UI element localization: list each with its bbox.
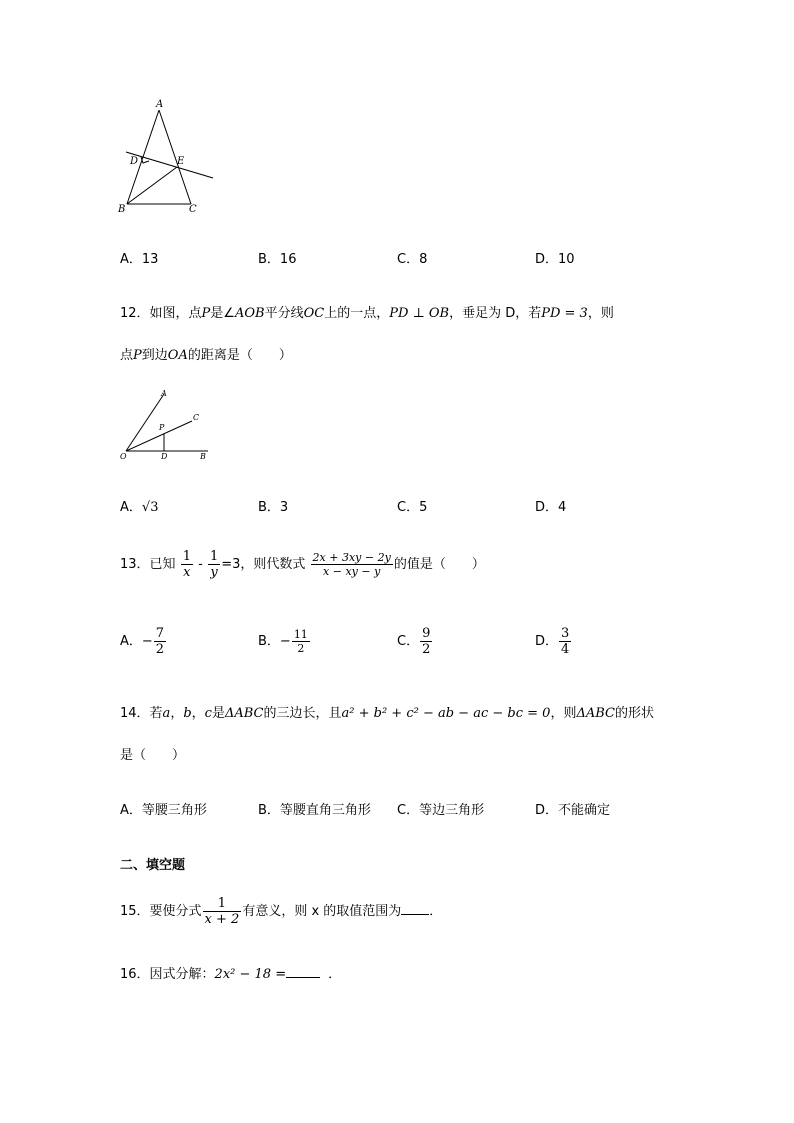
fraction-numerator: 11: [293, 628, 308, 641]
q13-option-a[interactable]: [120, 626, 167, 657]
label-c: C: [193, 413, 200, 422]
q14-var-c: c: [204, 706, 212, 721]
line-be: [127, 167, 177, 204]
q13-option-d[interactable]: [535, 626, 572, 657]
label-p: P: [159, 423, 165, 432]
q15-question: [120, 896, 442, 927]
q13-fraction-1-over-y: [208, 549, 220, 580]
q13-text: 的值是（ ）: [393, 557, 485, 572]
fraction-denominator: x: [183, 565, 191, 580]
q13-minus: -: [198, 557, 203, 572]
option-fraction: [154, 626, 166, 657]
q14-text: 14．若: [120, 706, 163, 721]
label-b: B: [118, 204, 126, 215]
label-o: O: [120, 452, 127, 461]
angle-bisector-figure-q12: [112, 383, 217, 463]
label-d: D: [130, 156, 139, 167]
q16-text: 16．因式分解：: [120, 967, 215, 982]
q16-text: ．: [328, 967, 342, 982]
q16-text: =: [271, 967, 287, 982]
q15-fraction: [203, 896, 242, 927]
q14-text: ，: [170, 706, 184, 721]
q11-option-c[interactable]: C．8: [397, 252, 428, 267]
q12-option-a[interactable]: [120, 496, 158, 515]
label-b: B: [200, 452, 206, 461]
q14-option-c[interactable]: C．等边三角形: [397, 803, 485, 818]
q14-triangle: ΔABC: [576, 706, 615, 721]
q14-text: 的形状: [614, 706, 654, 721]
label-a: A: [156, 99, 164, 110]
q13-algebraic-fraction: [311, 551, 393, 578]
q12-point-p: P: [133, 348, 142, 363]
q12-ray-oc: OC: [303, 306, 325, 321]
q16-question: [120, 963, 341, 982]
q13-text: =3，则代数式: [221, 557, 306, 572]
q14-text: 是: [211, 706, 225, 721]
fraction-denominator: x + 2: [204, 912, 240, 927]
q12-text: ，则: [587, 306, 614, 321]
q15-text: 15．要使分式: [120, 904, 202, 919]
line-ac: [159, 110, 191, 204]
q11-option-d[interactable]: D．10: [535, 252, 575, 267]
q16-expression: 2x² − 18: [214, 967, 272, 982]
q12-text: 上的一点，: [324, 306, 390, 321]
q14-question-line2: 是（ ）: [120, 748, 186, 763]
label-e: E: [177, 156, 185, 167]
q14-option-a[interactable]: A．等腰三角形: [120, 803, 207, 818]
fraction-numerator: 9: [422, 626, 431, 641]
q14-option-d[interactable]: D．不能确定: [535, 803, 611, 818]
fraction-numerator: 1: [209, 549, 219, 564]
q14-text: ，则: [550, 706, 577, 721]
line-de: [126, 152, 213, 178]
option-label: D．: [535, 634, 559, 649]
q13-fraction-1-over-x: [181, 549, 193, 580]
q13-question: [120, 549, 485, 580]
q12-text: 到边: [141, 348, 168, 363]
fraction-numerator: 2x + 3xy − 2y: [312, 551, 391, 564]
q12-side-oa: OA: [167, 348, 188, 363]
q14-option-b[interactable]: B．等腰直角三角形: [258, 803, 371, 818]
q12-question-line2: [120, 344, 292, 363]
option-fraction: [559, 626, 571, 657]
option-label: A．−: [120, 634, 153, 649]
q12-option-a-value: √3: [141, 500, 159, 515]
fraction-denominator: 2: [297, 642, 305, 655]
q14-text: ，: [191, 706, 205, 721]
q12-option-b[interactable]: B．3: [258, 500, 289, 515]
option-fraction: [292, 628, 310, 655]
fraction-denominator: y: [210, 565, 218, 580]
q14-var-b: b: [183, 706, 192, 721]
q12-text: 12．如图，点: [120, 306, 202, 321]
q14-var-a: a: [162, 706, 171, 721]
triangle-figure-q11: [112, 95, 222, 220]
q14-triangle: ΔABC: [224, 706, 264, 721]
q12-text: 点: [120, 348, 134, 363]
fraction-denominator: 2: [155, 642, 165, 657]
label-d: D: [161, 452, 168, 461]
q11-option-b[interactable]: B．16: [258, 252, 297, 267]
q12-text: 的距离是（ ）: [187, 348, 292, 363]
q12-option-c[interactable]: C．5: [397, 500, 428, 515]
q14-text: 的三边长，且: [263, 706, 342, 721]
section-title: 二、填空题: [120, 858, 186, 873]
fraction-denominator: 4: [561, 642, 570, 657]
q12-text: 平分线: [264, 306, 304, 321]
option-fraction: [420, 626, 432, 657]
q12-text: 是∠: [210, 306, 235, 321]
label-a: A: [161, 389, 167, 398]
q12-pd-value: PD = 3: [541, 306, 588, 321]
fraction-denominator: 2: [422, 642, 431, 657]
q13-option-b[interactable]: [258, 628, 311, 655]
fraction-numerator: 3: [561, 626, 570, 641]
q12-question-line1: [120, 302, 614, 321]
q13-text: 13．已知: [120, 557, 176, 572]
q12-option-a-label: A．: [120, 500, 142, 515]
fraction-numerator: 7: [155, 626, 165, 641]
q12-option-d[interactable]: D．4: [535, 500, 567, 515]
q12-point-p: P: [201, 306, 211, 321]
q13-option-c[interactable]: [397, 626, 433, 657]
fraction-denominator: x − xy − y: [323, 565, 381, 578]
q15-answer-blank[interactable]: [401, 902, 429, 915]
fraction-numerator: 1: [203, 896, 242, 912]
q14-equation: a² + b² + c² − ab − ac − bc = 0: [341, 706, 551, 721]
q15-text: ．: [429, 904, 443, 919]
q16-answer-blank[interactable]: [286, 965, 320, 978]
label-c: C: [189, 204, 197, 215]
option-label: B．−: [258, 634, 291, 649]
q12-angle: AOB: [234, 306, 265, 321]
q12-perpendicular: PD ⊥ OB: [389, 306, 450, 321]
q12-text: ，垂足为 D，若: [449, 306, 542, 321]
q11-option-a[interactable]: A．13: [120, 252, 159, 267]
q14-question-line1: [120, 702, 654, 721]
option-label: C．: [397, 634, 420, 649]
q15-text: 有意义，则 x 的取值范围为: [242, 904, 402, 919]
fraction-numerator: 1: [182, 549, 191, 564]
